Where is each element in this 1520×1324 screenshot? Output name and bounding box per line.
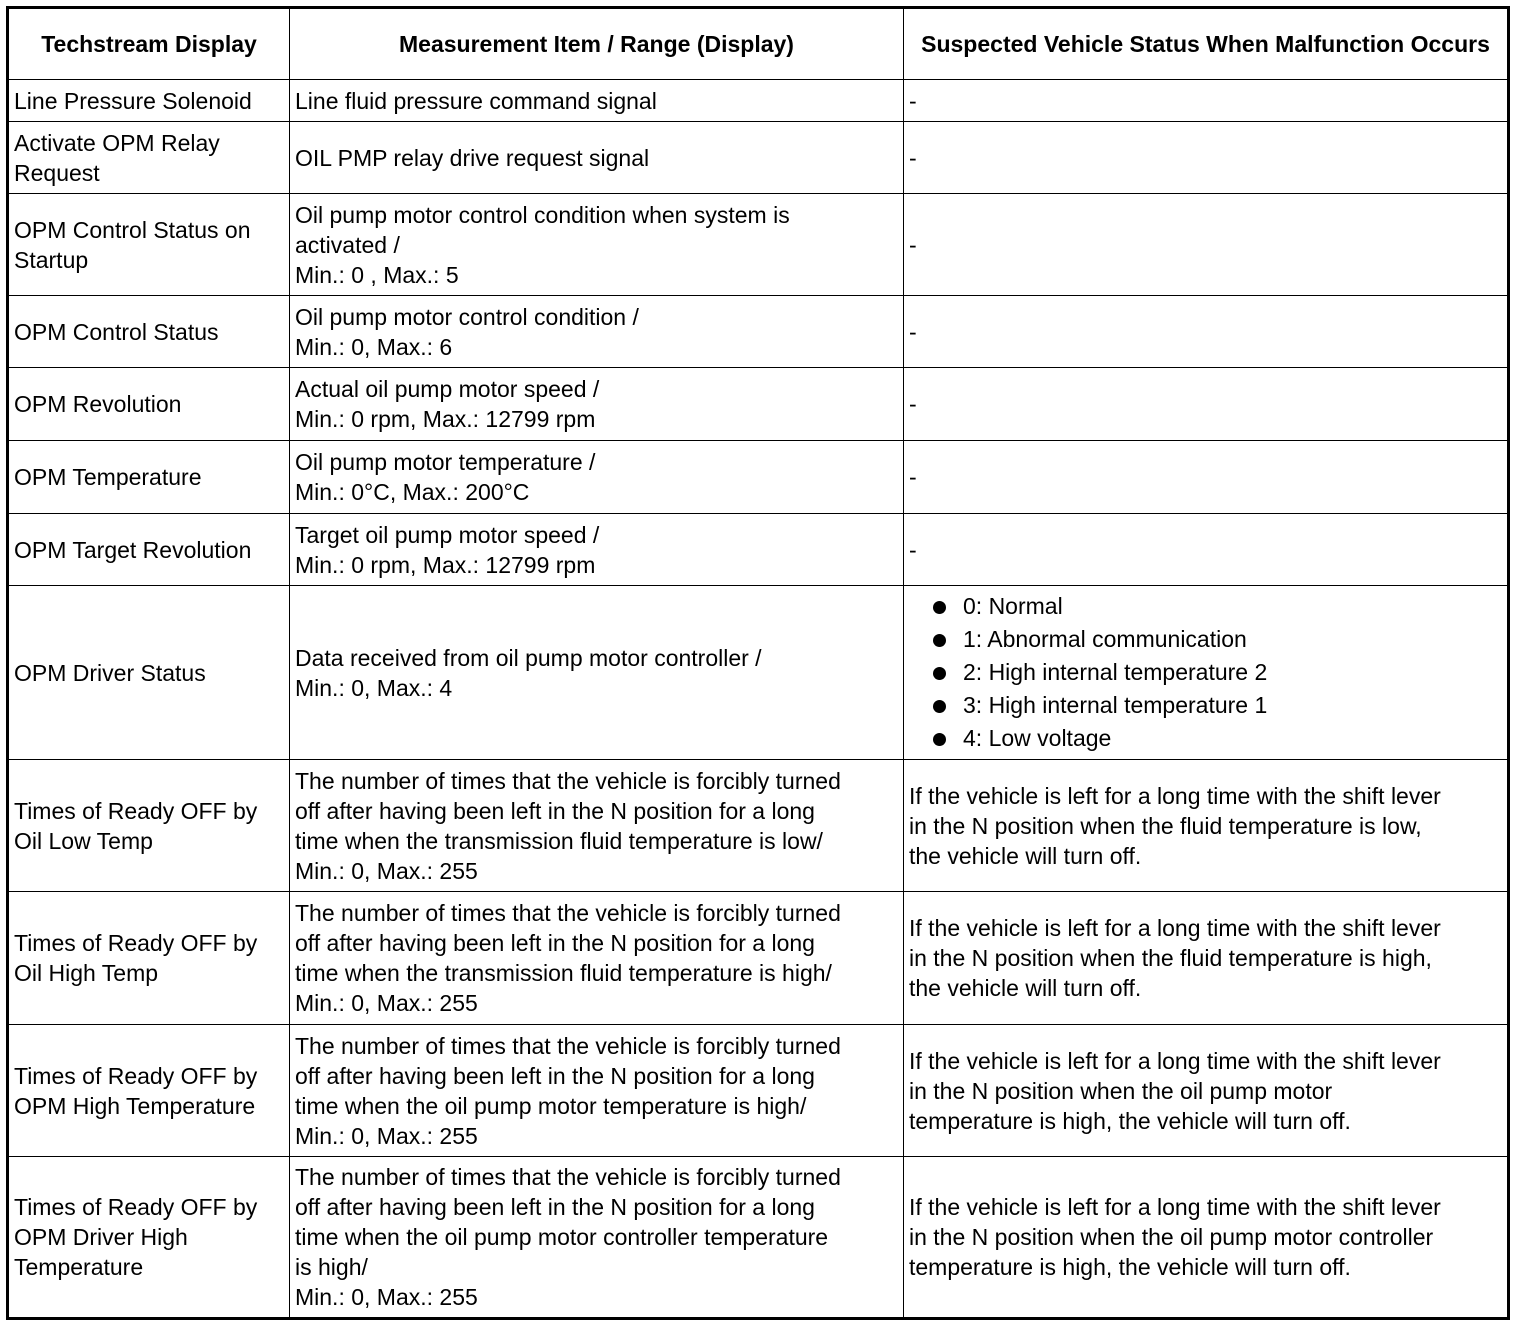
table-row	[8, 368, 1509, 441]
list-item: 3: High internal temperature 1	[927, 689, 1502, 722]
status-cell: If the vehicle is left for a long time with the shift lever in the N position when the oil pump motor controller temperature is high, the vehicle will turn off.	[904, 1157, 1509, 1319]
display-cell: OPM Control Status on Startup	[8, 194, 290, 296]
display-cell: Times of Ready OFF by OPM Driver High Temperature	[8, 1157, 290, 1319]
header-techstream-display: Techstream Display	[8, 8, 290, 80]
display-cell: Activate OPM Relay Request	[8, 122, 290, 194]
status-cell: -	[904, 296, 1509, 368]
measurement-cell: Oil pump motor control condition when system is activated / Min.: 0 , Max.: 5	[290, 194, 904, 296]
status-cell: -	[904, 80, 1509, 122]
table-row	[8, 1157, 1509, 1319]
measurement-cell: Data received from oil pump motor controller / Min.: 0, Max.: 4	[290, 586, 904, 760]
measurement-cell: Oil pump motor control condition / Min.: 0, Max.: 6	[290, 296, 904, 368]
list-item: 0: Normal	[927, 590, 1502, 623]
table-row	[8, 80, 1509, 122]
measurement-cell: The number of times that the vehicle is forcibly turned off after having been left in the N position for a long time when the transmission fluid temperature is high/ Min.: 0, Max.: 255	[290, 892, 904, 1025]
status-cell: -	[904, 441, 1509, 514]
status-cell	[904, 586, 1509, 760]
bullet-icon	[933, 634, 946, 647]
list-item: 4: Low voltage	[927, 722, 1502, 755]
table-row	[8, 1025, 1509, 1157]
table-row	[8, 586, 1509, 760]
table-row	[8, 892, 1509, 1025]
status-cell: -	[904, 122, 1509, 194]
status-cell: -	[904, 514, 1509, 586]
status-cell: If the vehicle is left for a long time with the shift lever in the N position when the oil pump motor temperature is high, the vehicle will turn off.	[904, 1025, 1509, 1157]
status-cell: If the vehicle is left for a long time with the shift lever in the N position when the fluid temperature is low, the vehicle will turn off.	[904, 760, 1509, 892]
display-cell: Line Pressure Solenoid	[8, 80, 290, 122]
display-cell: Times of Ready OFF by OPM High Temperature	[8, 1025, 290, 1157]
bullet-icon	[933, 667, 946, 680]
table-row	[8, 296, 1509, 368]
measurement-cell: Actual oil pump motor speed / Min.: 0 rpm, Max.: 12799 rpm	[290, 368, 904, 441]
measurement-cell: The number of times that the vehicle is forcibly turned off after having been left in the N position for a long time when the transmission fluid temperature is low/ Min.: 0, Max.: 255	[290, 760, 904, 892]
bullet-icon	[933, 700, 946, 713]
measurement-cell: Oil pump motor temperature / Min.: 0°C, Max.: 200°C	[290, 441, 904, 514]
table-row	[8, 760, 1509, 892]
display-cell: Times of Ready OFF by Oil Low Temp	[8, 760, 290, 892]
status-cell: -	[904, 368, 1509, 441]
measurement-cell: The number of times that the vehicle is forcibly turned off after having been left in the N position for a long time when the oil pump motor controller temperature is high/ Min.: 0, Max.: 255	[290, 1157, 904, 1319]
table-row	[8, 441, 1509, 514]
header-measurement-item: Measurement Item / Range (Display)	[290, 8, 904, 80]
table-row	[8, 122, 1509, 194]
list-item: 1: Abnormal communication	[927, 623, 1502, 656]
measurement-cell: Line fluid pressure command signal	[290, 80, 904, 122]
display-cell: OPM Temperature	[8, 441, 290, 514]
display-cell: OPM Driver Status	[8, 586, 290, 760]
data-list-table	[6, 6, 1510, 1320]
header-suspected-status: Suspected Vehicle Status When Malfunction Occurs	[904, 8, 1509, 80]
measurement-cell: Target oil pump motor speed / Min.: 0 rpm, Max.: 12799 rpm	[290, 514, 904, 586]
status-cell: If the vehicle is left for a long time with the shift lever in the N position when the fluid temperature is high, the vehicle will turn off.	[904, 892, 1509, 1025]
display-cell: OPM Revolution	[8, 368, 290, 441]
display-cell: Times of Ready OFF by Oil High Temp	[8, 892, 290, 1025]
measurement-cell: The number of times that the vehicle is forcibly turned off after having been left in the N position for a long time when the oil pump motor temperature is high/ Min.: 0, Max.: 255	[290, 1025, 904, 1157]
display-cell: OPM Control Status	[8, 296, 290, 368]
driver-status-list	[909, 590, 1502, 755]
table-header-row	[8, 8, 1509, 80]
measurement-cell: OIL PMP relay drive request signal	[290, 122, 904, 194]
list-item: 2: High internal temperature 2	[927, 656, 1502, 689]
table-row	[8, 194, 1509, 296]
status-cell: -	[904, 194, 1509, 296]
bullet-icon	[933, 601, 946, 614]
bullet-icon	[933, 733, 946, 746]
table-row	[8, 514, 1509, 586]
display-cell: OPM Target Revolution	[8, 514, 290, 586]
